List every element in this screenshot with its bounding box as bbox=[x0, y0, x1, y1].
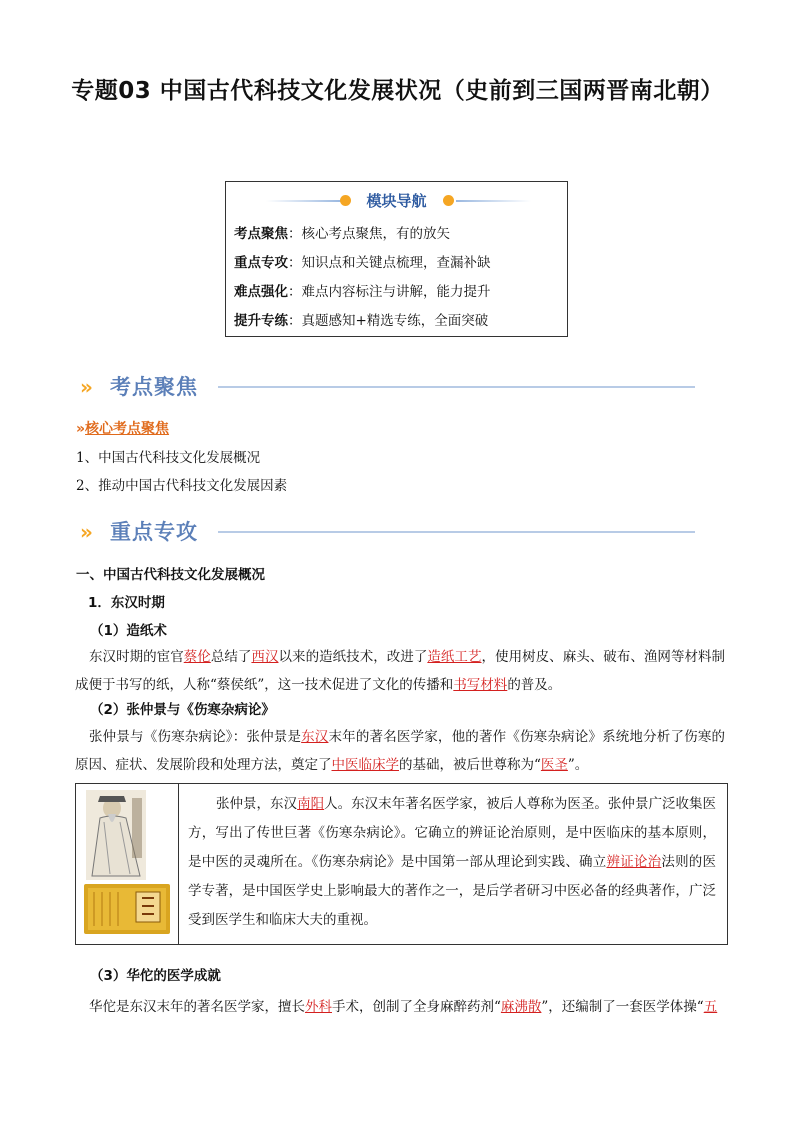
table-text: 张仲景，东汉南阳人。东汉末年著名医学家，被后人尊称为医圣。张仲景广泛收集医方，写出了传世巨著《伤寒杂病论》。它确立的辨证论治原则，是中医临床的基本原则，是中医的灵魂所在。《伤寒杂病论》是中国第一部从理论到实践、确立辨证论治法则的医学专著，是中国医学史上影响最大的著作之一，是后学者研习中医必备的经典著作，广泛受到医学生和临床大夫的重视。 bbox=[188, 796, 717, 928]
nav-item-practice: 提升专练：真题感知+精选专练，全面突破 bbox=[234, 313, 489, 329]
heading-level-1: 一、中国古代科技文化发展概况 bbox=[76, 567, 265, 583]
double-chevron-icon: » bbox=[80, 375, 93, 399]
module-navigation-box bbox=[225, 181, 568, 337]
keyword: 南阳 bbox=[297, 796, 325, 812]
keyword: 东汉 bbox=[301, 729, 329, 745]
section-title-special: 重点专攻 bbox=[110, 520, 198, 544]
table-divider bbox=[178, 784, 179, 944]
info-table-zhang-zhongjing bbox=[75, 783, 728, 945]
core-focus-link[interactable]: »核心考点聚焦 bbox=[76, 421, 170, 437]
keyword: 麻沸散 bbox=[500, 999, 542, 1015]
core-item: 2、推动中国古代科技文化发展因素 bbox=[76, 478, 288, 494]
keyword: 五 bbox=[703, 999, 718, 1015]
section-title-focus: 考点聚焦 bbox=[110, 375, 198, 399]
keyword: 中医临床学 bbox=[331, 757, 399, 773]
nav-header bbox=[226, 190, 567, 212]
core-item: 1、中国古代科技文化发展概况 bbox=[76, 450, 261, 466]
heading-level-3: （3）华佗的医学成就 bbox=[90, 968, 221, 984]
nav-right-dot-icon bbox=[443, 195, 454, 206]
portrait-and-book-image bbox=[80, 788, 174, 938]
double-chevron-icon: » bbox=[80, 520, 93, 544]
section-rule bbox=[218, 531, 695, 533]
keyword: 外科 bbox=[305, 999, 332, 1015]
keyword: 造纸工艺 bbox=[427, 649, 482, 665]
nav-item-difficult: 难点强化：难点内容标注与讲解，能力提升 bbox=[234, 284, 491, 300]
section-rule bbox=[218, 386, 695, 388]
section-banner-special bbox=[80, 514, 695, 546]
heading-level-3: （1）造纸术 bbox=[90, 623, 167, 639]
paragraph-zhang-zhongjing: 张仲景与《伤寒杂病论》：张仲景是东汉末年的著名医学家，他的著作《伤寒杂病论》系统地分析了伤寒的原因、症状、发展阶段和处理方法，奠定了中医临床学的基础，被后世尊称为“医圣”。 bbox=[75, 729, 726, 773]
double-chevron-icon: » bbox=[76, 421, 86, 437]
paragraph-papermaking: 东汉时期的宦官蔡伦总结了西汉以来的造纸技术，改进了造纸工艺，使用树皮、麻头、破布、渔网等材料制成便于书写的纸，人称“蔡侯纸”，这一技术促进了文化的传播和书写材料的普及。 bbox=[75, 649, 726, 693]
nav-heading: 模块导航 bbox=[366, 192, 427, 210]
section-banner-focus bbox=[80, 369, 695, 401]
keyword: 西汉 bbox=[251, 649, 279, 665]
nav-item-focus: 考点聚焦：核心考点聚焦，有的放矢 bbox=[234, 226, 450, 242]
heading-level-3: （2）张仲景与《伤寒杂病论》 bbox=[90, 702, 275, 718]
keyword: 蔡伦 bbox=[183, 649, 211, 665]
nav-right-line bbox=[456, 200, 531, 202]
keyword: 辨证论治 bbox=[606, 854, 662, 870]
keyword: 书写材料 bbox=[453, 677, 508, 693]
heading-level-2: 1．东汉时期 bbox=[88, 595, 165, 611]
nav-item-special: 重点专攻：知识点和关键点梳理，查漏补缺 bbox=[234, 255, 491, 271]
paragraph-hua-tuo: 华佗是东汉末年的著名医学家，擅长外科手术，创制了全身麻醉药剂“麻沸散”，还编制了一套医学体操“五 bbox=[89, 999, 718, 1015]
page-title: 专题03 中国古代科技文化发展状况（史前到三国两晋南北朝） bbox=[71, 78, 724, 104]
keyword: 医圣 bbox=[540, 757, 568, 773]
